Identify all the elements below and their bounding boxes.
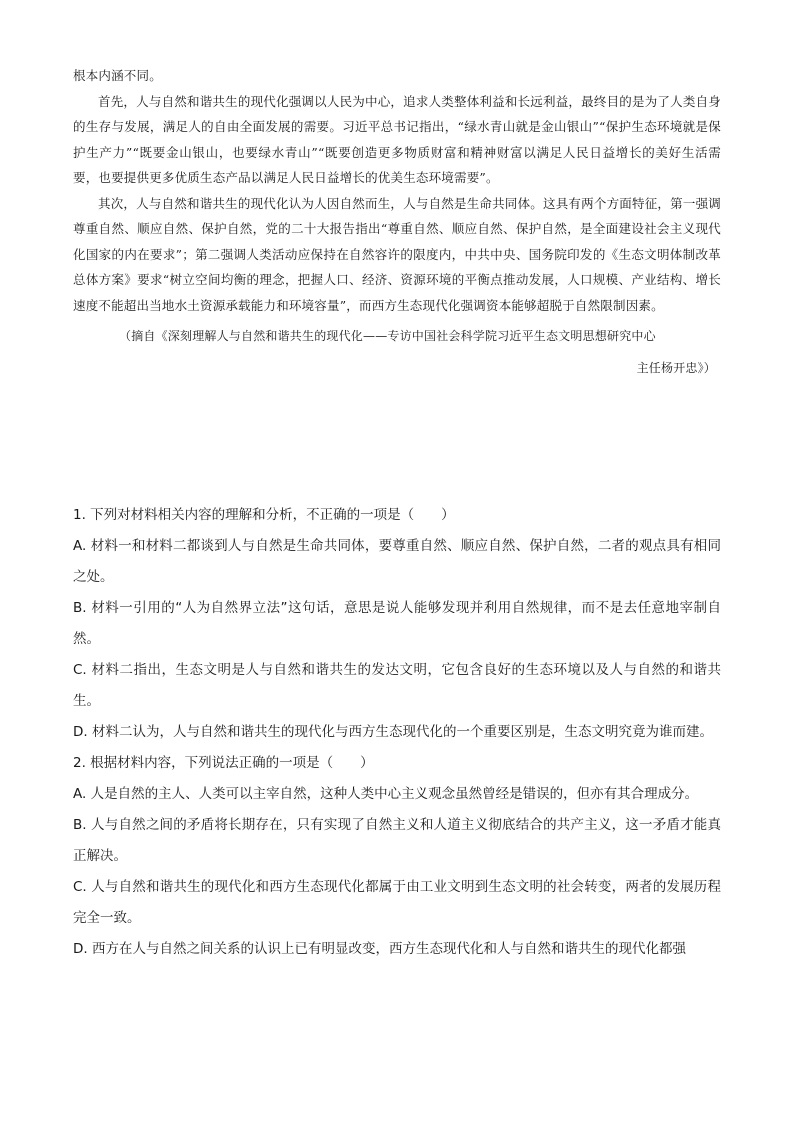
question-option: B. 人与自然之间的矛盾将长期存在，只有实现了自然主义和人道主义彻底结合的共产主义，这一矛盾才能真正解决。 xyxy=(73,817,721,864)
question-option: D. 材料二认为，人与自然和谐共生的现代化与西方生态现代化的一个重要区别是，生态文明究竟为谁而建。 xyxy=(73,724,713,740)
question-stem: 2. 根据材料内容，下列说法正确的一项是（ ） xyxy=(73,755,374,771)
question-option: C. 材料二指出，生态文明是人与自然和谐共生的发达文明，它包含良好的生态环境以及人与自然的和谐共生。 xyxy=(73,662,721,709)
passage-paragraph-first: 首先，人与自然和谐共生的现代化强调以人民为中心，追求人类整体利益和长远利益，最终目的是为了人类自身的生存与发展，满足人的自由全面发展的需要。习近平总书记指出，“绿水青山就是金山银山”“保护生态环境就是保护生产力”“既要金山银山，也要绿水青山”“既要创造更多物质财富和精神财富以满足人民日益增长的美好生活需要，也要提供更多优质生态产品以满足人民日益增长的优美生态环境需要”。 xyxy=(73,93,721,185)
passage-fragment: 根本内涵不同。 xyxy=(73,68,162,83)
question-stem: 1. 下列对材料相关内容的理解和分析，不正确的一项是（ ） xyxy=(73,507,455,523)
question-option: C. 人与自然和谐共生的现代化和西方生态现代化都属于由工业文明到生态文明的社会转变，两者的发展历程完全一致。 xyxy=(73,879,721,926)
passage-source-citation-end: 主任杨开忠》） xyxy=(636,360,716,375)
question-option: A. 材料一和材料二都谈到人与自然是生命共同体，要尊重自然、顺应自然、保护自然，二者的观点具有相同之处。 xyxy=(73,538,721,585)
reading-passage xyxy=(73,63,721,381)
question-list xyxy=(73,500,721,965)
passage-source-citation: （摘自《深刻理解人与自然和谐共生的现代化——专访中国社会科学院习近平生态文明思想研究中心 xyxy=(119,329,656,343)
question-option: A. 人是自然的主人、人类可以主宰自然，这种人类中心主义观念虽然曾经是错误的，但亦有其合理成分。 xyxy=(73,786,699,802)
question-option: D. 西方在人与自然之间关系的认识上已有明显改变，西方生态现代化和人与自然和谐共生的现代化都强 xyxy=(73,941,686,957)
passage-paragraph-second: 其次，人与自然和谐共生的现代化认为人因自然而生，人与自然是生命共同体。这具有两个方面特征，第一强调尊重自然、顺应自然、保护自然，党的二十大报告指出“尊重自然、顺应自然、保护自然，是全面建设社会主义现代化国家的内在要求”；第二强调人类活动应保持在自然容许的限度内，中共中央、国务院印发的《生态文明体制改革总体方案》要求“树立空间均衡的理念，把握人口、经济、资源环境的平衡点推动发展，人口规模、产业结构、增长速度不能超出当地水土资源承载能力和环境容量”，而西方生态现代化强调资本能够超脱于自然限制因素。 xyxy=(73,195,721,313)
question-option: B. 材料一引用的“人为自然界立法”这句话，意思是说人能够发现并利用自然规律，而不是去任意地宰制自然。 xyxy=(73,600,721,647)
